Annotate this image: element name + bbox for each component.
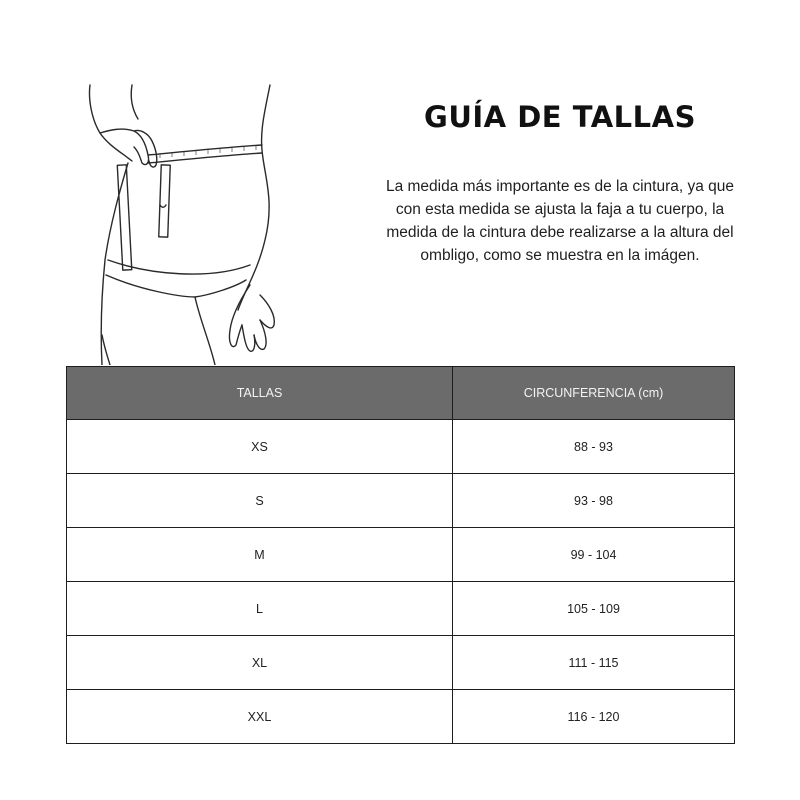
size-cell: XL	[67, 636, 453, 690]
size-cell: L	[67, 582, 453, 636]
leg-center-outline	[195, 297, 215, 365]
measurement-description: La medida más importante es de la cintura, ya que con esta medida se ajusta la faja a tu cuerpo, la medida de la cintura debe realizarse a la altura del ombligo, como se muestra en la imágen.	[385, 178, 735, 264]
underwear-outline	[108, 260, 250, 274]
measuring-tape-end-right	[159, 165, 171, 237]
circumference-cell: 93 - 98	[453, 474, 735, 528]
circumference-cell: 111 - 115	[453, 636, 735, 690]
table-row	[67, 528, 735, 582]
torso-right-outline	[238, 85, 270, 310]
table-row	[67, 474, 735, 528]
page-title: GUÍA DE TALLAS	[424, 100, 696, 134]
measuring-tape-bottom	[148, 153, 262, 163]
left-arm-outline	[89, 85, 132, 161]
circumference-cell: 99 - 104	[453, 528, 735, 582]
table-row	[67, 582, 735, 636]
size-cell: S	[67, 474, 453, 528]
torso-left-outline	[101, 163, 128, 365]
size-cell: M	[67, 528, 453, 582]
size-guide-table	[66, 366, 735, 744]
measuring-tape-end-left	[117, 165, 131, 270]
size-cell: XXL	[67, 690, 453, 744]
circumference-cell: 105 - 109	[453, 582, 735, 636]
size-cell: XS	[67, 420, 453, 474]
waist-measurement-illustration	[60, 75, 360, 365]
measuring-tape-top	[148, 145, 262, 155]
left-arm-outline-inner	[131, 85, 138, 119]
table-row	[67, 636, 735, 690]
leg-left-outline	[102, 335, 110, 365]
circumference-cell: 116 - 120	[453, 690, 735, 744]
left-hand-outline	[100, 129, 149, 164]
table-header-row	[67, 367, 735, 420]
circumference-cell: 88 - 93	[453, 420, 735, 474]
header-sizes: TALLAS	[67, 367, 453, 420]
table-row	[67, 690, 735, 744]
header-circumference: CIRCUNFERENCIA (cm)	[453, 367, 735, 420]
table-row	[67, 420, 735, 474]
right-hand-outline	[229, 285, 250, 347]
